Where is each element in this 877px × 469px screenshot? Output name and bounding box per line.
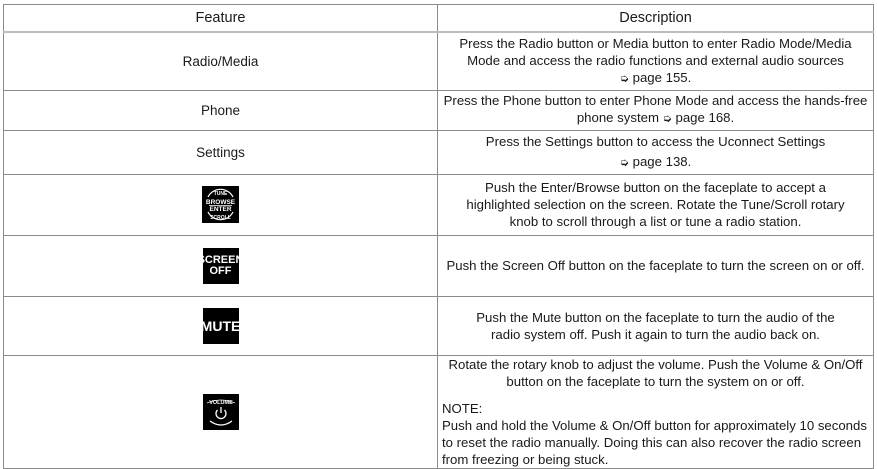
table-row bbox=[4, 90, 874, 130]
svg-text:SCROLL: SCROLL bbox=[210, 215, 231, 221]
description-tune-browse: Push the Enter/Browse button on the faceplate to accept a highlighted selection on the screen. Rotate the Tune/Scroll rotary knob to scroll through a list or tune a radio station. bbox=[438, 174, 874, 235]
svg-text:ENTER: ENTER bbox=[209, 206, 232, 213]
desc-line: Press the Radio button or Media button to enter Radio Mode/Media bbox=[459, 35, 852, 51]
description-mute: Push the Mute button on the faceplate to turn the audio of the radio system off. Push it again to turn the audio back on. bbox=[438, 296, 874, 355]
feature-screen-off bbox=[4, 235, 438, 296]
table-row bbox=[4, 32, 874, 90]
note-title: NOTE: bbox=[442, 400, 483, 416]
svg-text:BROWSE: BROWSE bbox=[205, 199, 236, 206]
description-volume bbox=[438, 355, 874, 468]
desc-line: Press the Phone button to enter Phone Mode and access the hands-free bbox=[443, 93, 868, 108]
feature-volume bbox=[4, 355, 438, 468]
feature-table bbox=[3, 4, 874, 469]
header-description: Description bbox=[438, 5, 874, 33]
volume-power-icon bbox=[203, 394, 239, 430]
description-radio-media bbox=[438, 32, 874, 90]
screen-off-icon: SCREEN OFF bbox=[203, 248, 239, 284]
desc-line: phone system ➭ page 168. bbox=[576, 110, 735, 125]
arrow-right-icon: ➭ bbox=[619, 156, 629, 169]
page-ref[interactable]: ➭ page 168. bbox=[662, 110, 735, 125]
description-phone bbox=[438, 90, 874, 130]
svg-text:TUNE: TUNE bbox=[213, 191, 228, 197]
table-row bbox=[4, 355, 874, 468]
arrow-right-icon: ➭ bbox=[619, 72, 629, 85]
description-screen-off: Push the Screen Off button on the faceplate to turn the screen on or off. bbox=[438, 235, 874, 296]
table-row bbox=[4, 235, 874, 296]
feature-tune-browse bbox=[4, 174, 438, 235]
note-text: Push and hold the Volume & On/Off button for approximately 10 seconds to reset the radio manually. Doing this can also recover the radio screen from freezing or being stuck. bbox=[442, 417, 867, 467]
table-row bbox=[4, 174, 874, 235]
page-ref[interactable]: ➭ page 155. bbox=[619, 69, 692, 85]
table-header-row bbox=[4, 5, 874, 33]
desc-line: Press the Settings button to access the Uconnect Settings bbox=[485, 133, 826, 149]
table-row bbox=[4, 296, 874, 355]
feature-phone: Phone bbox=[4, 90, 438, 130]
description-settings bbox=[438, 130, 874, 174]
header-feature: Feature bbox=[4, 5, 438, 33]
feature-mute bbox=[4, 296, 438, 355]
desc-text: Rotate the rotary knob to adjust the volume. Push the Volume & On/Off button on the faceplate to turn the system on or off. bbox=[448, 356, 863, 389]
arrow-right-icon: ➭ bbox=[662, 113, 672, 125]
desc-line: Mode and access the radio functions and external audio sources bbox=[467, 52, 844, 68]
feature-settings: Settings bbox=[4, 130, 438, 174]
mute-icon: MUTE bbox=[203, 308, 239, 344]
feature-radio-media: Radio/Media bbox=[4, 32, 438, 90]
page-ref[interactable]: ➭ page 138. bbox=[619, 153, 692, 169]
tune-browse-enter-scroll-icon bbox=[202, 186, 239, 223]
table-row bbox=[4, 130, 874, 174]
svg-text:VOLUME: VOLUME bbox=[208, 399, 233, 406]
